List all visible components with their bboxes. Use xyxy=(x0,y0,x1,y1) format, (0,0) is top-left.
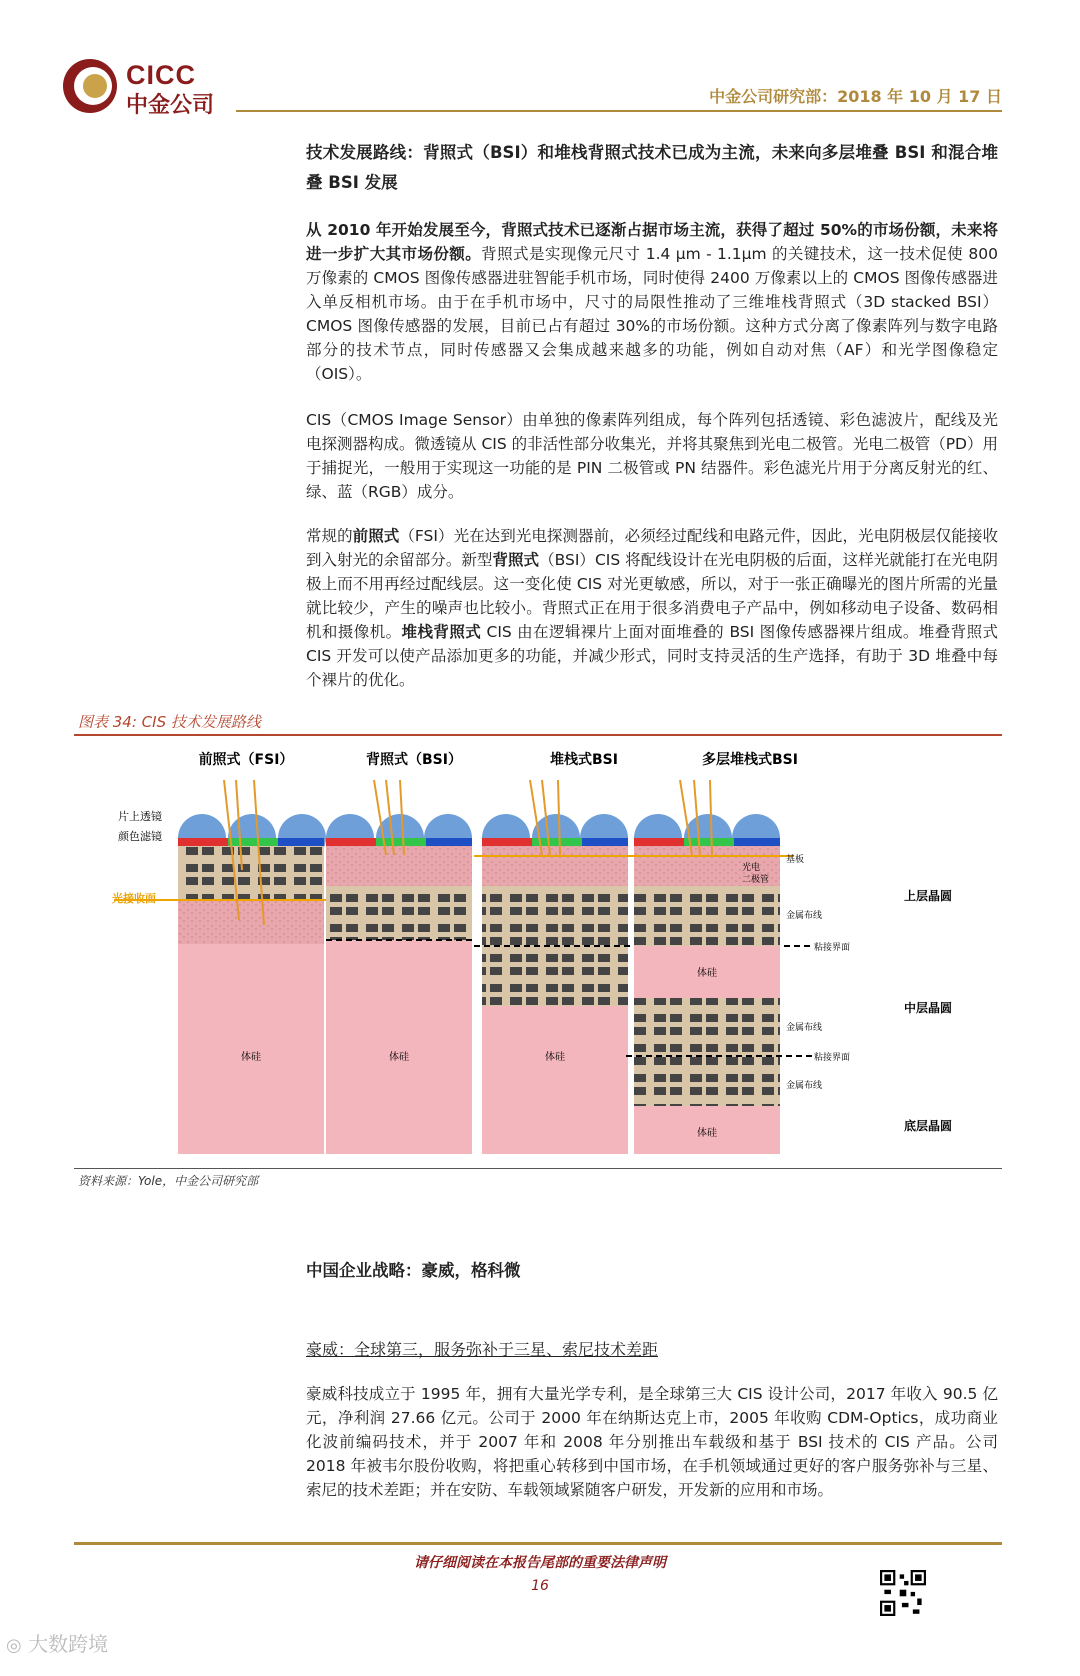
subheading-omnivision: 豪威：全球第三，服务弥补于三星、索尼技术差距 xyxy=(306,1340,659,1359)
paragraph-cis-structure: CIS（CMOS Image Sensor）由单独的像素阵列组成，每个阵列包括透镜、彩色滤波片，配线及光电探测器构成。微透镜从 CIS 的非活性部分收集光，并将其聚焦到光电二极管。光电二极管（PD）用于捕捉光，一般用于实现这一功能的是 PIN 二极管或 PN 结器件。彩色滤光片用于分离反射光的红、绿、蓝（RGB）成分。 xyxy=(306,411,998,501)
logo-text-cn: 中金公司 xyxy=(126,93,215,118)
page-number: 16 xyxy=(531,1578,549,1594)
label-metal-wiring-3: 金属布线 xyxy=(786,1081,823,1091)
label-photodiode-2: 二极管 xyxy=(742,875,770,885)
label-metal-wiring-1: 金属布线 xyxy=(786,911,823,921)
watermark-logo-icon: ◎ xyxy=(6,1635,22,1656)
label-middle-wafer: 中层晶圆 xyxy=(904,1001,953,1015)
term-stacked-bsi: 堆栈背照式 xyxy=(401,623,482,641)
bulk-label-bsi: 体硅 xyxy=(389,1052,409,1063)
watermark xyxy=(6,1628,108,1657)
label-bonding-interface-1: 粘接界面 xyxy=(814,943,851,953)
text-run: （BSI）CIS 将配线设计在光电阴极的后面，这样光就能打在光电阴极上而不用再经过配线层。这一变化使 CIS 对光更敏感，所以，对于一张正确曝光的图片所需的光量就比较少，产生的噪声也比较小。背照式正在用于很多消费电子产品中，例如移动电子设备、数码相机和摄像机。 xyxy=(306,551,998,641)
bulk-label-multi-bottom: 体硅 xyxy=(697,1128,717,1139)
label-light-receiving-surface: 光接收面 xyxy=(112,892,156,905)
section-heading-china-strategy: 中国企业战略：豪威，格科微 xyxy=(306,1261,521,1280)
figure-top-rule xyxy=(74,734,1002,736)
label-metal-wiring-2: 金属布线 xyxy=(786,1023,823,1033)
label-upper-wafer: 上层晶圆 xyxy=(904,889,953,903)
figure-title: 图表 34: CIS 技术发展路线 xyxy=(78,713,261,731)
header-date: 中金公司研究部：2018 年 10 月 17 日 xyxy=(709,87,1002,106)
bulk-label-fsi: 体硅 xyxy=(241,1052,261,1063)
label-on-chip-lens: 片上透镜 xyxy=(118,810,162,823)
footer-rule xyxy=(74,1542,1002,1545)
text-run: （FSI）光在达到光电探测器前，必须经过配线和电路元件，因此，光电阴极层仅能接收到入射光的余留部分。新型 xyxy=(306,527,998,569)
cis-roadmap-diagram xyxy=(74,740,1002,1166)
label-bottom-wafer: 底层晶圆 xyxy=(904,1119,953,1133)
figure-source: 资料来源：Yole，中金公司研究部 xyxy=(78,1174,259,1188)
bulk-label-multi-mid: 体硅 xyxy=(697,968,717,979)
text-run: 常规的 xyxy=(306,527,353,545)
column-title-multi-stacked-bsi: 多层堆栈式BSI xyxy=(702,752,798,768)
header-rule xyxy=(236,110,1002,112)
label-color-filter: 颜色滤镜 xyxy=(118,830,162,843)
figure-bottom-rule xyxy=(74,1168,1002,1169)
section-heading-tech-roadmap: 技术发展路线：背照式（BSI）和堆栈背照式技术已成为主流，未来向多层堆叠 BSI 和混合堆叠 BSI 发展 xyxy=(306,143,998,192)
paragraph-fsi-bsi xyxy=(306,524,998,692)
bsi-stack xyxy=(326,814,472,1154)
paragraph-body: 背照式是实现像元尺寸 1.4 µm - 1.1µm 的关键技术，这一技术促使 800 万像素的 CMOS 图像传感器进驻智能手机市场，同时使得 2400 万像素以上的 CMOS 图像传感器进入单反相机市场。由于在手机市场中，尺寸的局限性推动了三维堆栈背照式（3D stacked BSI） CMOS 图像传感器的发展，目前已占有超过 30%的市场份额。这种方式分离了像素阵列与数字电路部分的技术节点，同时传感器又会集成越来越多的功能，例如自动对焦（AF）和光学图像稳定（OIS）。 xyxy=(306,245,998,383)
text-run: CIS 由在逻辑裸片上面对面堆叠的 BSI 图像传感器裸片组成。堆叠背照式 CIS 开发可以使产品添加更多的功能，并减少形式，同时支持灵活的生产选择，有助于 3D 堆叠中每个裸片的优化。 xyxy=(306,623,998,689)
paragraph-lead: 从 2010 年开始发展至今，背照式技术已逐渐占据市场主流，获得了超过 50%的市场份额，未来将进一步扩大其市场份额。 xyxy=(306,221,998,263)
qr-code-icon xyxy=(880,1570,926,1616)
label-photodiode-1: 光电 xyxy=(742,863,761,873)
label-bonding-interface-2: 粘接界面 xyxy=(814,1053,851,1063)
paragraph-bsi-market xyxy=(306,218,998,386)
watermark-text: 大数跨境 xyxy=(28,1632,109,1656)
footer-legal-note: 请仔细阅读在本报告尾部的重要法律声明 xyxy=(414,1555,666,1571)
cicc-logo-icon xyxy=(62,58,118,114)
term-bsi: 背照式 xyxy=(492,551,540,569)
bulk-label-stacked: 体硅 xyxy=(545,1052,565,1063)
column-title-stacked-bsi: 堆栈式BSI xyxy=(550,752,618,768)
column-title-fsi: 前照式（FSI） xyxy=(198,752,294,768)
term-fsi: 前照式 xyxy=(352,527,400,545)
paragraph-omnivision: 豪威科技成立于 1995 年，拥有大量光学专利，是全球第三大 CIS 设计公司，2017 年收入 90.5 亿元，净利润 27.66 亿元。公司于 2000 年在纳斯达克上市，2005 年收购 CDM-Optics，成功商业化波前编码技术，并于 2007 年和 2008 年分别推出车载级和基于 BSI 技术的 CIS 产品。公司 2018 年被韦尔股份收购，将把重心转移到中国市场，在手机领域通过更好的客户服务弥补与三星、索尼的技术差距；并在安防、车载领域紧随客户研发，开发新的应用和市场。 xyxy=(306,1385,998,1499)
label-substrate: 基板 xyxy=(786,855,805,865)
column-title-bsi: 背照式（BSI） xyxy=(366,752,462,768)
logo-text-en: CICC xyxy=(126,60,196,90)
